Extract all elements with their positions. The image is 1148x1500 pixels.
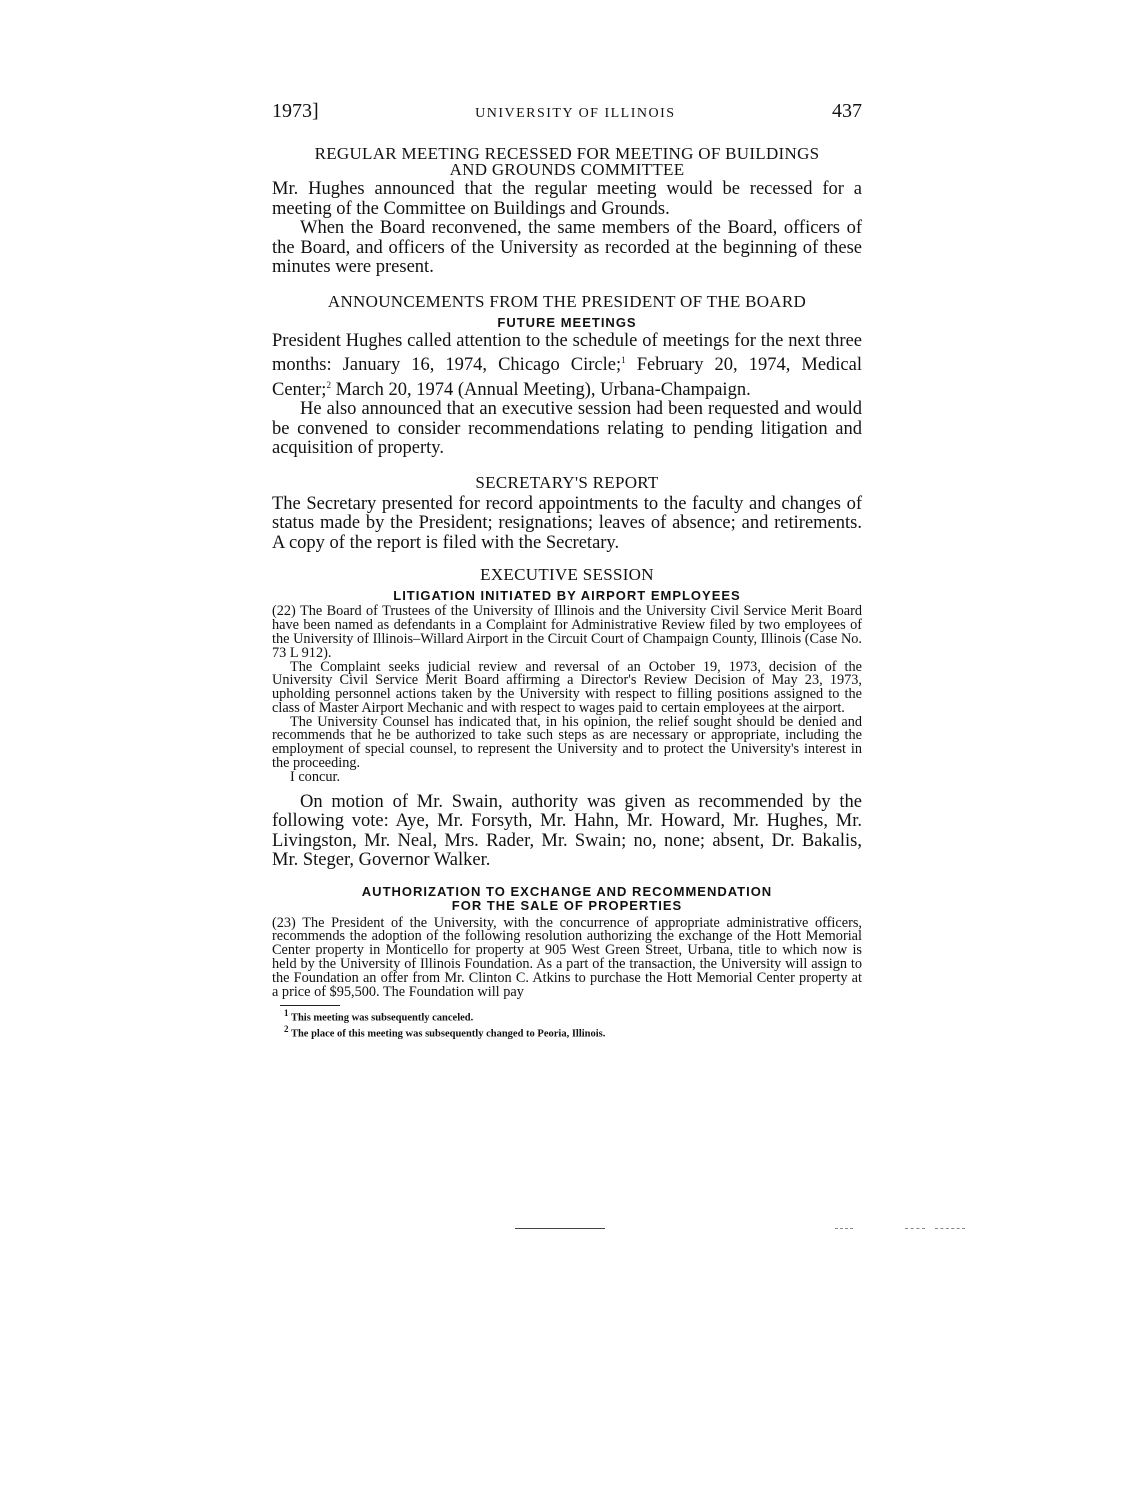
exchange-heading-line1: AUTHORIZATION TO EXCHANGE AND RECOMMENDATION xyxy=(361,883,773,899)
announcements-paragraph-1 xyxy=(272,332,862,401)
announcements-text-c: March 20, 1974 (Annual Meeting), Urbana-Champaign. xyxy=(330,379,751,400)
page-number: 437 xyxy=(831,100,862,122)
scan-mark-4 xyxy=(935,1228,965,1229)
announcements-text-b: February 20, 1974, Medical Center; xyxy=(272,355,862,400)
secretary-paragraph: The Secretary presented for record appointments to the faculty and changes of status made by the President; resignations; leaves of absence; and retirements. A copy of the report is filed with the Secretary. xyxy=(272,493,862,553)
footnote-2-mark: 2 xyxy=(284,1023,289,1034)
header-year: 1973] xyxy=(272,100,319,122)
litigation-subheading: LITIGATION INITIATED BY AIRPORT EMPLOYEES xyxy=(393,588,741,604)
litigation-paragraph-2: The Complaint seeks judicial review and reversal of an October 19, 1973, decision of the University Civil Service Merit Board affirming a Director's Review Decision of May 23, 1973, upholding personnel actions taken by the University with respect to filling positions assigned to the class of Master Airport Mechanic and with respect to wages paid to certain employees at the airport. xyxy=(272,658,862,716)
footnote-2-text: The place of this meeting was subsequently changed to Peoria, Illinois. xyxy=(290,1028,606,1040)
scan-mark-1 xyxy=(515,1228,605,1229)
recess-paragraph-2: When the Board reconvened, the same members of the Board, officers of the Board, and officers of the University as recorded at the beginning of these minutes were present. xyxy=(272,218,862,277)
litigation-paragraph-3: The University Counsel has indicated that, in his opinion, the relief sought should be denied and recommends that he be authorized to take such steps as are necessary or appropriate, including the employment of special counsel, to represent the University and to protect the University's interest in the proceeding. xyxy=(272,713,862,772)
scan-mark-2 xyxy=(835,1228,853,1229)
recess-heading-line2: AND GROUNDS COMMITTEE xyxy=(449,160,685,179)
scan-mark-3 xyxy=(905,1228,925,1229)
footnote-1-text: This meeting was subsequently canceled. xyxy=(290,1012,474,1024)
header-title: UNIVERSITY OF ILLINOIS xyxy=(475,106,676,121)
secretary-heading: SECRETARY'S REPORT xyxy=(475,472,659,492)
document-page xyxy=(272,100,862,1039)
litigation-concur: I concur. xyxy=(290,768,341,785)
recess-heading xyxy=(272,146,862,178)
footnote-1 xyxy=(284,1008,862,1024)
announcements-text-a: President Hughes called attention to the schedule of meetings for the next three months: January 16, 1974, Chicago Circle; xyxy=(272,330,862,376)
exchange-heading xyxy=(272,885,862,913)
recess-heading-line1: REGULAR MEETING RECESSED FOR MEETING OF BUILDINGS xyxy=(314,144,820,163)
footnote-2 xyxy=(284,1024,862,1040)
footnote-1-mark: 1 xyxy=(284,1008,289,1019)
litigation-paragraph-1: (22) The Board of Trustees of the University of Illinois and the University Civil Service Merit Board have been named as defendants in a Complaint for Administrative Review filed by two employees of the University of Illinois–Willard Airport in the Circuit Court of Champaign County, Illinois (Case No. 73 L 912). xyxy=(272,603,862,661)
footnote-ref-2: 2 xyxy=(326,379,331,390)
exchange-heading-line2: FOR THE SALE OF PROPERTIES xyxy=(451,897,683,913)
exchange-paragraph-1: (23) The President of the University, with the concurrence of appropriate administrative officers, recommends the adoption of the following resolution authorizing the exchange of the Hott Memorial Center property in Monticello for property at 905 West Green Street, Urbana, title to which now is held by the University of Illinois Foundation. As a part of the transaction, the University will assign to the Foundation an offer from Mr. Clinton C. Atkins to purchase the Hott Memorial Center property at a price of $95,500. The Foundation will pay xyxy=(272,914,862,1000)
recess-paragraph-1: Mr. Hughes announced that the regular meeting would be recessed for a meeting of the Committee on Buildings and Grounds. xyxy=(272,179,862,219)
announcements-paragraph-2: He also announced that an executive session had been requested and would be convened to consider recommendations relating to pending litigation and acquisition of property. xyxy=(272,399,862,459)
running-header xyxy=(272,100,862,130)
footnote-rule xyxy=(280,1005,340,1006)
future-meetings-subheading: FUTURE MEETINGS xyxy=(497,314,637,330)
announcements-heading: ANNOUNCEMENTS FROM THE PRESIDENT OF THE BOARD xyxy=(327,291,807,311)
motion-paragraph: On motion of Mr. Swain, authority was given as recommended by the following vote: Aye, Mr. Forsyth, Mr. Hahn, Mr. Howard, Mr. Hughes, Mr. Livingston, Mr. Neal, Mrs. Rader, Mr. Swain; no, none; absent, Dr. Bakalis, Mr. Steger, Governor Walker. xyxy=(272,791,862,871)
executive-heading: EXECUTIVE SESSION xyxy=(480,565,654,585)
footnote-ref-1: 1 xyxy=(621,355,626,365)
